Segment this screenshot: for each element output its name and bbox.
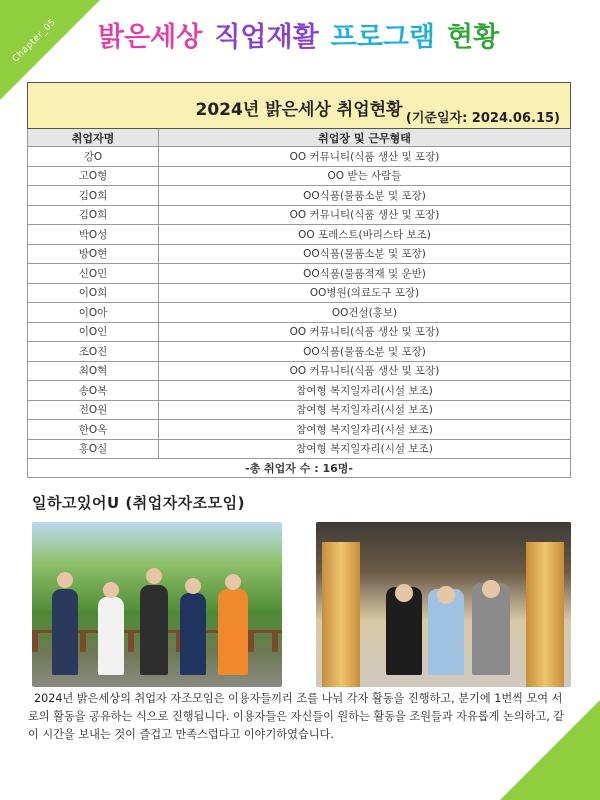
photo-person [180,593,206,675]
employee-name: 김O희 [28,186,159,206]
workplace: OO식품(물품소분 및 포장) [159,342,571,362]
table-title: 2024년 밝은세상 취업현황 [195,99,403,120]
employee-name: 이O인 [28,322,159,342]
workplace: 참여형 복지일자리(시설 보조) [159,400,571,420]
group-photo-park [32,522,282,687]
workplace: OO식품(물품소분 및 포장) [159,244,571,264]
title-part-2: 직업재활 [214,21,319,53]
employee-name: 전O원 [28,400,159,420]
employee-name: 한O옥 [28,420,159,440]
employee-name: 송O복 [28,381,159,401]
table-row [28,283,571,303]
workplace: OO 커뮤니티(식품 생산 및 포장) [159,147,571,167]
workplace: OO 받는 사람들 [159,166,571,186]
table-date: (기준일자: 2024.06.15) [405,111,560,126]
employee-name: 김O희 [28,205,159,225]
photo-person-head [146,568,162,584]
corner-decoration-bottom-right [500,700,600,800]
photo-person-head [57,572,73,588]
table-row [28,381,571,401]
page-title [98,14,528,54]
workplace: OO 커뮤니티(식품 생산 및 포장) [159,361,571,381]
employee-name: 강O [28,147,159,167]
chapter-tag: Chapter_05 [10,17,59,65]
photo-person [140,585,168,675]
workplace: OO건설(홍보) [159,303,571,323]
photo-pillar [322,542,360,687]
table-row [28,264,571,284]
employee-name: 고O형 [28,166,159,186]
photo-person [98,597,124,675]
table-row [28,400,571,420]
table-row [28,147,571,167]
employee-name: 신O민 [28,264,159,284]
photo-person-head [395,584,413,602]
employee-name: 홍O실 [28,439,159,459]
table-row [28,166,571,186]
table-row [28,186,571,206]
caption-paragraph: 2024년 밝은세상의 취업자 자조모임은 이용자들끼리 조를 나눠 각자 활동을 진행하고, 분기에 1번씩 모여 서로의 활동을 공유하는 식으로 진행됩니다. 이용자들은 자신들이 원하는 활동을 조원들과 자유롭게 논의하고, 같이 시간을 보내는 것이 즐겁고 만족스럽다고 이야기하였습니다. [28,692,565,741]
workplace: 참여형 복지일자리(시설 보조) [159,381,571,401]
photo-person-head [482,580,500,598]
workplace: OO병원(의료도구 포장) [159,283,571,303]
title-part-3: 프로그램 [330,21,435,53]
column-header-name: 취업자명 [28,129,159,147]
workplace: OO 커뮤니티(식품 생산 및 포장) [159,205,571,225]
employee-name: 최O혁 [28,361,159,381]
table-row [28,303,571,323]
table-total: -총 취업자 수 : 16명- [28,459,571,478]
photo-person [218,589,248,675]
table-row [28,225,571,245]
section-heading: 일하고있어U (취업자자조모임) [32,494,245,512]
photo-person [52,589,78,675]
employee-name: 조O진 [28,342,159,362]
workplace: 참여형 복지일자리(시설 보조) [159,420,571,440]
workplace: 참여형 복지일자리(시설 보조) [159,439,571,459]
table-body [28,147,571,459]
photo-person-head [225,574,241,590]
workplace: OO식품(물품소분 및 포장) [159,186,571,206]
title-part-4: 현황 [446,21,500,53]
photo-person-head [437,586,455,604]
employee-name: 이O희 [28,283,159,303]
employee-name: 박O성 [28,225,159,245]
table-row [28,361,571,381]
table-row [28,342,571,362]
table-row [28,439,571,459]
workplace: OO 포레스트(바리스타 보조) [159,225,571,245]
workplace: OO식품(물품적재 및 운반) [159,264,571,284]
column-header-workplace: 취업장 및 근무형태 [159,129,571,147]
table-row [28,322,571,342]
group-photo-indoor [316,522,571,687]
photo-pillar [526,542,564,687]
employee-name: 방O현 [28,244,159,264]
employment-table [27,82,571,478]
employee-name: 이O아 [28,303,159,323]
photo-person-head [185,578,201,594]
table-header [28,83,571,129]
table-row [28,244,571,264]
workplace: OO 커뮤니티(식품 생산 및 포장) [159,322,571,342]
title-part-1: 밝은세상 [98,21,203,53]
photo-person-head [103,582,119,598]
table-row [28,205,571,225]
table-row [28,420,571,440]
